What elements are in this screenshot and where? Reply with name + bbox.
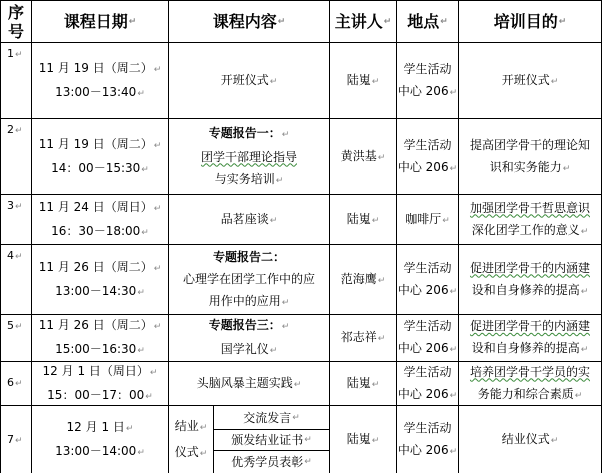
header-date-label: 课程日期 — [63, 11, 128, 31]
row7-content-item: 颁发结业证书 ↵ — [231, 433, 312, 447]
row2-content: 专题报告一：↵ 团学干部理论指导 与实务培训↵ — [200, 125, 297, 186]
header-place: 地点 ↵ — [407, 11, 448, 31]
row3-date: 11 月 24 日（周日）↵ 16：30－18:00↵ — [38, 199, 162, 238]
row3-goal: 加强团学骨干哲思意识 深化团学工作的意义↵ — [469, 200, 590, 237]
row-number: 4↵ — [7, 249, 23, 262]
row-number: 1↵ — [7, 47, 23, 60]
row4-content: 专题报告二： 心理学在团学工作中的应 用作中的应用↵ — [182, 249, 315, 308]
row6-goal: 培养团学骨干学员的实 务能力和综合素质↵ — [469, 364, 590, 401]
header-content-label: 课程内容 — [212, 11, 277, 31]
header-seq — [1, 1, 31, 42]
row1-goal: 开班仪式↵ — [501, 72, 559, 87]
row-number: 5↵ — [7, 319, 23, 332]
header-place-label: 地点 — [407, 11, 440, 31]
row2-goal: 提高团学骨干的理论知 识和实务能力↵ — [469, 137, 590, 174]
row5-content: 专题报告三：↵ 国学礼仪↵ — [208, 318, 290, 356]
header-date: 课程日期 ↵ — [63, 11, 137, 31]
header-content: 课程内容 ↵ — [212, 11, 286, 31]
header-seq-bottom: 号 — [7, 21, 24, 41]
row2-place: 学生活动 中心 206↵ — [397, 137, 458, 174]
row1-place: 学生活动 中心 206↵ — [397, 61, 458, 98]
row7-content-item: 优秀学员表彰 ↵ — [231, 455, 312, 469]
header-goal: 培训目的 ↵ — [493, 11, 567, 31]
row3-place: 咖啡厅↵ — [405, 211, 450, 226]
row5-place: 学生活动 中心 206↵ — [397, 319, 458, 355]
row6-speaker: 陆嵬↵ — [346, 375, 380, 390]
row4-place: 学生活动 中心 206↵ — [397, 260, 458, 297]
row3-speaker: 陆嵬↵ — [346, 211, 380, 226]
row1-speaker: 陆嵬↵ — [346, 72, 380, 87]
row7-place: 学生活动 中心 206↵ — [397, 420, 458, 457]
row7-date: 12 月 1 日↵ 13:00－14:00↵ — [55, 419, 145, 458]
row1-date: 11 月 19 日（周二）↵ 13:00－13:40↵ — [38, 60, 162, 99]
row5-date: 11 月 26 日（周二）↵ 15:00－16:30↵ — [38, 318, 162, 356]
row4-goal: 促进团学骨干的内涵建 设和自身修养的提高↵ — [469, 260, 590, 297]
header-seq-top: 序 — [7, 2, 24, 22]
row7-content-item: 交流发言 ↵ — [243, 410, 300, 425]
row1-content: 开班仪式↵ — [220, 72, 278, 87]
row6-content: 头脑风暴主题实践↵ — [196, 375, 302, 390]
row-number: 6↵ — [7, 376, 23, 389]
row-number: 2↵ — [7, 123, 23, 136]
row2-speaker: 黄洪基↵ — [340, 148, 386, 163]
row-number: 7↵ — [7, 433, 23, 446]
header-goal-label: 培训目的 — [493, 11, 558, 31]
row-number: 3↵ — [7, 199, 23, 212]
row7-goal: 结业仪式↵ — [501, 431, 559, 446]
row2-date: 11 月 19 日（周二）↵ 14：00－15:30↵ — [38, 136, 162, 175]
row7-speaker: 陆嵬↵ — [346, 431, 380, 446]
row5-speaker: 祁志祥↵ — [340, 330, 386, 344]
row4-date: 11 月 26 日（周二）↵ 13:00－14:30↵ — [38, 259, 162, 298]
header-speaker: 主讲人 ↵ — [334, 11, 392, 31]
row6-date: 12 月 1 日（周日）↵ 15：00－17：00↵ — [42, 363, 158, 402]
row3-content: 品茗座谈↵ — [220, 211, 278, 226]
table-border-left — [0, 0, 1, 473]
row6-place: 学生活动 中心 206↵ — [397, 364, 458, 401]
row4-speaker: 范海鹰↵ — [340, 271, 386, 286]
row5-goal: 促进团学骨干的内涵建 设和自身修养的提高↵ — [469, 319, 590, 355]
row7-content-side: 结业↵ 仪式↵ — [174, 418, 208, 459]
header-speaker-label: 主讲人 — [334, 11, 383, 31]
